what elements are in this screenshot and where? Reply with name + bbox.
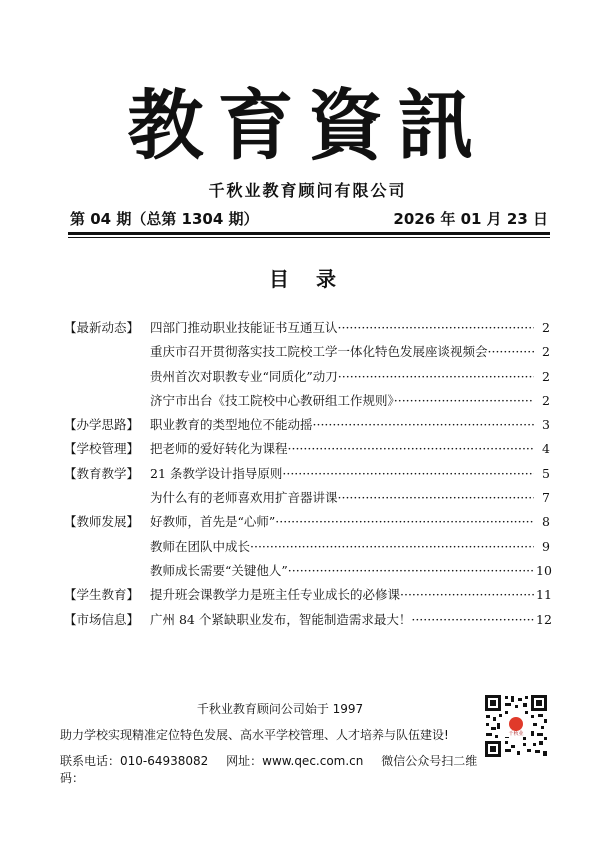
toc-page-number: 3	[536, 413, 550, 437]
toc-title[interactable]: 广州 84 个紧缺职业发布，智能制造需求最大！ ·····	[150, 608, 534, 632]
toc-entry[interactable]	[64, 365, 550, 389]
toc-page-number: 5	[536, 462, 550, 486]
toc-entry[interactable]	[64, 559, 550, 583]
toc-entry[interactable]	[64, 486, 550, 510]
table-of-contents	[64, 316, 550, 632]
footer-founded: 千秋业教育顾问公司始于 1997	[196, 702, 364, 716]
qr-logo-text: 千秋业	[508, 731, 524, 737]
toc-title[interactable]: 21 条教学设计指导原则 ·····	[150, 462, 534, 486]
toc-page-number: 2	[536, 389, 550, 413]
toc-category: 【市场信息】	[64, 611, 140, 627]
toc-page-number: 2	[536, 316, 550, 340]
toc-page-number: 10	[536, 559, 550, 583]
toc-title[interactable]: 把老师的爱好转化为课程 ·····	[150, 437, 534, 461]
issue-number: 第 04 期（总第 1304 期）	[70, 210, 259, 228]
qr-code-icon[interactable]	[483, 693, 549, 759]
toc-title[interactable]: 提升班会课教学力是班主任专业成长的必修课 ·····	[150, 583, 534, 607]
header-rule-thin	[68, 237, 550, 238]
toc-entry[interactable]	[64, 413, 550, 437]
toc-category: 【最新动态】	[64, 320, 140, 335]
issue-date: 2026 年 01 月 23 日	[393, 210, 548, 228]
masthead-title: 教育資訊	[127, 81, 488, 170]
toc-page-number: 2	[536, 365, 550, 389]
footer-slogan: 助力学校实现精准定位特色发展、高水平学校管理、人才培养与队伍建设!	[60, 728, 449, 742]
toc-entry[interactable]	[64, 316, 550, 340]
toc-entry[interactable]	[64, 608, 550, 632]
toc-category: 【办学思路】	[64, 417, 140, 433]
toc-page-number: 9	[536, 535, 550, 559]
toc-page-number: 2	[536, 340, 550, 364]
toc-page-number: 11	[536, 583, 550, 607]
toc-page-number: 12	[536, 608, 550, 632]
toc-entry[interactable]	[64, 510, 550, 534]
publisher-name: 千秋业教育顾问有限公司	[208, 181, 407, 200]
footer-website[interactable]: 网址：www.qec.com.cn	[226, 754, 364, 768]
toc-entry[interactable]	[64, 437, 550, 461]
header-rule-thick	[68, 232, 550, 235]
issue-info	[70, 208, 548, 230]
toc-title[interactable]: 教师成长需要“关键他人” ·····	[150, 559, 534, 583]
toc-page-number: 8	[536, 510, 550, 534]
toc-title[interactable]: 教师在团队中成长 ·····	[150, 535, 534, 559]
toc-page-number: 7	[536, 486, 550, 510]
toc-entry[interactable]	[64, 535, 550, 559]
toc-entry[interactable]	[64, 583, 550, 607]
footer-contact	[60, 752, 480, 786]
toc-page-number: 4	[536, 437, 550, 461]
toc-title[interactable]: 四部门推动职业技能证书互通互认 ·····	[150, 316, 534, 340]
toc-title[interactable]: 济宁市出台《技工院校中心教研组工作规则》 ·····	[150, 389, 534, 413]
toc-entry[interactable]	[64, 462, 550, 486]
toc-title[interactable]: 贵州首次对职教专业“同质化”动刀 ·····	[150, 365, 534, 389]
toc-title[interactable]: 重庆市召开贯彻落实技工院校工学一体化特色发展座谈视频会 ·····	[150, 340, 534, 364]
toc-category: 【学生教育】	[64, 587, 140, 603]
toc-category: 【教师发展】	[64, 514, 140, 530]
toc-title[interactable]: 为什么有的老师喜欢用扩音器讲课 ·····	[150, 486, 534, 510]
footer-phone: 联系电话：010-64938082	[60, 754, 209, 768]
toc-title[interactable]: 好教师，首先是“心师” ·····	[150, 510, 534, 534]
toc-category: 【教育教学】	[64, 465, 140, 481]
toc-title[interactable]: 职业教育的类型地位不能动摇 ·····	[150, 413, 534, 437]
footer-wechat: 微信公众号扫二维码：	[60, 754, 478, 785]
toc-entry[interactable]	[64, 389, 550, 413]
toc-entry[interactable]	[64, 340, 550, 364]
toc-category: 【学校管理】	[64, 441, 140, 457]
toc-heading: 目 录	[269, 267, 346, 291]
